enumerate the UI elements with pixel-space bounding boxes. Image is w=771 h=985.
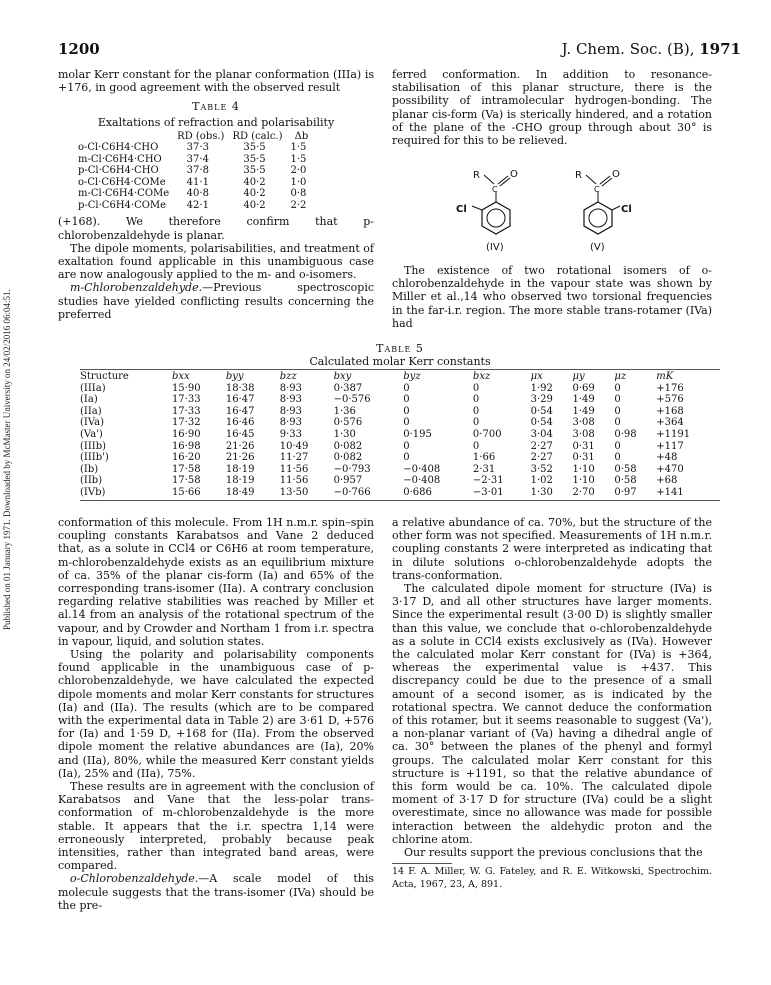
cell: 11·56 <box>279 463 309 475</box>
table-row <box>80 475 720 487</box>
cell: 0·686 <box>403 486 432 498</box>
cell: 1·36 <box>333 405 356 417</box>
cell: 18·19 <box>225 463 255 475</box>
cell: 0·54 <box>530 417 553 429</box>
cell: 21·26 <box>225 452 255 464</box>
cell: p-Cl·C6H4·COMe <box>78 199 167 211</box>
table5-header-row <box>80 371 720 383</box>
atom-label: C <box>492 185 498 194</box>
cell: 0·58 <box>614 475 637 487</box>
cell: 37·3 <box>186 142 209 154</box>
cell: 0·31 <box>572 452 595 464</box>
table5-grid <box>80 371 720 499</box>
cell: 1·92 <box>530 382 553 394</box>
atom-label: O <box>612 169 620 180</box>
cell: 0 <box>472 382 480 394</box>
cell: 37·4 <box>186 153 209 165</box>
cell: −0·766 <box>333 486 371 498</box>
cell: +117 <box>656 440 684 452</box>
cell: 16·47 <box>225 394 255 406</box>
journal-name: J. Chem. Soc. (B), <box>561 40 695 58</box>
cell: 0 <box>614 452 621 464</box>
table4-header-row <box>78 131 320 143</box>
table5-header: μy <box>572 371 585 382</box>
cell: 0·576 <box>333 417 363 429</box>
atom-label: R <box>473 170 480 181</box>
cell: −0·408 <box>403 475 441 487</box>
cell: 0·387 <box>333 382 363 394</box>
table5-header: bxy <box>333 371 352 382</box>
cell: 15·66 <box>171 486 201 498</box>
cell: 18·19 <box>225 475 255 487</box>
section-head: o-Chlorobenzaldehyde. <box>70 872 199 886</box>
cell: m-Cl·C6H4·CHO <box>78 153 162 165</box>
cell: 35·5 <box>243 142 266 154</box>
cell: (IVb) <box>80 486 106 498</box>
cell: 0 <box>614 394 621 406</box>
paragraph: Using the polarity and polarisability components found applicable in the unambiguous case of p-chlorobenzaldehyde, we have calculated the expected dipole moments and molar Kerr constants for structures (Ia) and (IIa). The results (which are to be compared with the experimental data in Table 2) are 3·61 D, +576 for (Ia) and 1·59 D, +168 for (IIa). From the observed dipole moment the relative abundances are (Ia), 20% and (IIa), 80%, while the measured Kerr constant yields (Ia), 25% and (IIa), 75%. <box>58 648 374 780</box>
paragraph-text: —Previous spectroscopic studies have yielded conflicting results concerning the preferred <box>58 281 374 321</box>
cell: 1·5 <box>290 153 307 165</box>
structure-iv <box>456 169 518 252</box>
cell: 2·0 <box>290 165 307 177</box>
cell: 0 <box>403 440 410 452</box>
cell: +168 <box>656 405 684 417</box>
cell: (IIIb') <box>80 452 109 464</box>
cell: 1·49 <box>572 405 595 417</box>
table5-title: Calculated molar Kerr constants <box>309 355 491 368</box>
cell: 11·56 <box>279 475 309 487</box>
cell: 16·20 <box>171 452 201 464</box>
table-row <box>78 142 320 154</box>
cell: 0·082 <box>333 440 363 452</box>
table-rule <box>80 500 720 501</box>
cell: 1·10 <box>572 475 595 487</box>
cell: 0·700 <box>472 428 502 440</box>
cell: −0·408 <box>403 463 441 475</box>
cell: 0 <box>472 417 480 429</box>
table5-header: bxx <box>171 371 190 382</box>
table4-header: RD (obs.) <box>177 130 225 142</box>
paragraph: conformation of this molecule. From 1H n.m.r. spin–spin coupling constants Karabatsos and Vane 2 deduced that, as a solute in CCl4 or C6H6 at room temperature, m-chlorobenzaldehyde exists as an equilibrium mixture of ca. 35% of the planar cis-form (Ia) and 65% of the corresponding trans-isomer (IIa). A contrary conclusion regarding relative stabilities was reached by Miller et al.14 from an analysis of the rotational spectrum of the vapour, and by Crowder and Northam 1 from i.r. spectra in vapour, liquid, and solution states. <box>58 516 374 648</box>
cell: 0 <box>403 394 410 406</box>
cell: 13·50 <box>279 486 309 498</box>
table4 <box>78 131 320 212</box>
section-head: m-Chlorobenzaldehyde. <box>70 281 203 295</box>
cell: 1·02 <box>530 475 553 487</box>
table5-header: bxz <box>472 371 491 382</box>
footnote-rule <box>392 863 452 864</box>
cell: 41·1 <box>186 176 209 188</box>
label-v: (V) <box>590 242 605 252</box>
cell: 3·04 <box>530 428 553 440</box>
cell: p-Cl·C6H4·CHO <box>78 165 159 177</box>
cell: 18·38 <box>225 382 255 394</box>
table5-header: Structure <box>80 371 129 382</box>
cell: +470 <box>656 463 684 475</box>
cell: 8·93 <box>279 382 302 394</box>
cell: (IVa) <box>80 417 105 429</box>
table5-header: bzz <box>279 371 297 382</box>
cell: 0 <box>403 417 410 429</box>
cell: 0 <box>472 405 480 417</box>
cell: 0·31 <box>572 440 595 452</box>
structure-diagram <box>392 162 732 252</box>
right-column-bottom <box>392 516 712 892</box>
table4-header <box>78 131 177 143</box>
cell: 42·1 <box>186 199 209 211</box>
journal-header <box>562 40 741 58</box>
cell: +176 <box>656 382 684 394</box>
cell: 40·2 <box>243 176 266 188</box>
cell: 16·90 <box>171 428 201 440</box>
journal-year: 1971 <box>699 40 741 58</box>
table4-caption: Table 4 <box>192 100 240 114</box>
paragraph: The dipole moments, polarisabilities, and treatment of exaltation found applicable in this unambiguous case are now analogously applied to the m- and o-isomers. <box>58 241 374 282</box>
cell: (Ia) <box>80 394 98 406</box>
table-row <box>80 406 720 418</box>
cell: 1·5 <box>290 142 307 154</box>
cell: 2·27 <box>530 452 553 464</box>
table-row <box>80 487 720 499</box>
paragraph: molar Kerr constant for the planar conformation (IIIa) is +176, in good agreement with the observed result <box>58 68 374 95</box>
cell: 0 <box>472 440 480 452</box>
cell: 1·0 <box>290 176 307 188</box>
table-row <box>80 383 720 395</box>
cell: +141 <box>656 486 684 498</box>
cell: 17·33 <box>171 394 201 406</box>
table4-header: Δb <box>294 130 309 142</box>
cell: +576 <box>656 394 684 406</box>
cell: 16·46 <box>225 417 255 429</box>
cell: 16·47 <box>225 405 255 417</box>
right-column-top <box>392 68 712 147</box>
cell: 35·5 <box>243 153 266 165</box>
cell: 17·58 <box>171 475 201 487</box>
table-row <box>78 188 320 200</box>
cell: 35·5 <box>243 165 266 177</box>
cell: 15·90 <box>171 382 201 394</box>
cell: 10·49 <box>279 440 309 452</box>
cell: −0·576 <box>333 394 371 406</box>
table-row <box>78 200 320 212</box>
cell: 0·54 <box>530 405 553 417</box>
cell: 0·957 <box>333 475 363 487</box>
cell: 2·70 <box>572 486 595 498</box>
cell: 0·082 <box>333 452 363 464</box>
paragraph <box>58 281 374 321</box>
cell: 8·93 <box>279 405 302 417</box>
table5-header: byz <box>403 371 421 382</box>
cell: 11·27 <box>279 452 309 464</box>
cell: 9·33 <box>279 428 302 440</box>
cell: 3·52 <box>530 463 553 475</box>
table5 <box>80 342 720 502</box>
table-row <box>78 177 320 189</box>
cell: 40·2 <box>243 188 266 200</box>
cell: 3·08 <box>572 417 595 429</box>
table-row <box>80 429 720 441</box>
cell: 2·2 <box>290 199 307 211</box>
cell: 2·31 <box>472 463 496 475</box>
table5-header: μz <box>614 371 627 382</box>
cell: o-Cl·C6H4·CHO <box>78 142 159 154</box>
cell: +1191 <box>656 428 691 440</box>
table5-caption: Table 5 <box>376 342 424 355</box>
table-row <box>78 165 320 177</box>
left-column-bottom <box>58 516 374 912</box>
cell: 1·10 <box>572 463 595 475</box>
table4-title: Exaltations of refraction and polarisability <box>97 115 335 129</box>
cell: 0·69 <box>572 382 595 394</box>
cell: 0 <box>614 417 621 429</box>
paragraph: The existence of two rotational isomers of o-chlorobenzaldehyde in the vapour state was shown by Miller et al.,14 who observed two torsional frequencies in the far-i.r. region. The more stable trans-rotamer (IVa) had <box>392 264 712 330</box>
cell: 1·30 <box>530 486 553 498</box>
cell: 0 <box>614 440 621 452</box>
atom-label: Cl <box>456 204 467 215</box>
table-row <box>80 464 720 476</box>
paragraph: (+168). We therefore confirm that p-chlorobenzaldehyde is planar. <box>58 215 374 242</box>
cell: 18·49 <box>225 486 255 498</box>
cell: o-Cl·C6H4·COMe <box>78 176 166 188</box>
cell: 0·97 <box>614 486 637 498</box>
cell: −0·793 <box>333 463 371 475</box>
cell: 21·26 <box>225 440 255 452</box>
page-number: 1200 <box>58 40 100 58</box>
right-column-mid <box>392 264 712 330</box>
table5-header: μx <box>530 371 543 382</box>
footnote: 14 F. A. Miller, W. G. Fateley, and R. E. Witkowski, Spectrochim. Acta, 1967, 23, A, 891. <box>392 866 712 891</box>
label-iv: (IV) <box>486 242 504 252</box>
atom-label: O <box>510 169 518 180</box>
table-row <box>80 394 720 406</box>
cell: 0 <box>614 382 621 394</box>
paragraph: a relative abundance of ca. 70%, but the structure of the other form was not specified. Measurements of 1H n.m.r. coupling constants 2 were interpreted as indicating that in dilute solutions o-chlorobenzaldehyde adopts the trans-conformation. <box>392 516 712 582</box>
cell: +48 <box>656 452 678 464</box>
cell: 0 <box>472 394 480 406</box>
table5-header: mK <box>656 371 674 382</box>
cell: 16·98 <box>171 440 201 452</box>
table-row <box>78 154 320 166</box>
cell: 0·58 <box>614 463 637 475</box>
cell: 17·32 <box>171 417 201 429</box>
cell: 0·195 <box>403 428 432 440</box>
cell: 17·58 <box>171 463 201 475</box>
paragraph <box>58 872 374 912</box>
download-stamp: Published on 01 January 1971. Downloaded by McMaster University on 24/02/2016 06:04:51. <box>2 289 12 630</box>
cell: 8·93 <box>279 417 302 429</box>
table-rule <box>80 369 720 370</box>
paragraph: These results are in agreement with the conclusion of Karabatsos and Vane that the less-polar trans-conformation of m-chlorobenzaldehyde is the more stable. It appears that the i.r. spectra 1,14 were erroneously interpreted, probably because peak intensities, rather than integrated band areas, were compared. <box>58 780 374 873</box>
cell: 0 <box>403 405 410 417</box>
atom-label: Cl <box>621 204 632 215</box>
cell: (Ib) <box>80 463 99 475</box>
cell: 3·29 <box>530 394 553 406</box>
atom-label: C <box>594 185 600 194</box>
structure-v <box>575 169 632 252</box>
cell: 0·8 <box>290 188 307 200</box>
table-row <box>80 417 720 429</box>
table5-body <box>80 383 720 499</box>
cell: 1·49 <box>572 394 595 406</box>
cell: 40·2 <box>243 199 266 211</box>
cell: 16·45 <box>225 428 255 440</box>
table4-header: RD (calc.) <box>232 130 283 142</box>
atom-label: R <box>575 170 582 181</box>
table-row <box>80 452 720 464</box>
cell: −2·31 <box>472 475 504 487</box>
cell: 0 <box>614 405 621 417</box>
cell: (IIIb) <box>80 440 107 452</box>
cell: 40·8 <box>186 188 209 200</box>
cell: 17·33 <box>171 405 201 417</box>
paragraph: ferred conformation. In addition to resonance-stabilisation of this planar structure, there is the possibility of intramolecular hydrogen-bonding. The planar cis-form (Va) is sterically hindered, and a rotation of the plane of the -CHO group through about 30° is required for this to be relieved. <box>392 68 712 148</box>
cell: 3·08 <box>572 428 595 440</box>
cell: 1·66 <box>472 452 496 464</box>
paragraph: The calculated dipole moment for structure (IVa) is 3·17 D, and all other structures have larger moments. Since the experimental result (3·00 D) is slightly smaller than this value, we conclude that o-chlorobenzaldehyde as a solute in CCl4 exists exclusively as (IVa). However the calculated molar Kerr constant for (IVa) is +364, whereas the experimental value is +437. This discrepancy could be due to the presence of a small amount of a second isomer, as is indicated by the rotational spectra. We cannot deduce the conformation of this rotamer, but it seems reasonable to suggest (Va'), a non-planar variant of (Va) having a dihedral angle of ca. 30° between the planes of the phenyl and formyl groups. The calculated molar Kerr constant for this structure is +1191, so that the relative abundance of this form would be ca. 10%. The calculated dipole moment of 3·17 D for structure (IVa) could be a slight overestimate, since no allowance was made for possible interaction between the aldehydic proton and the chlorine atom. <box>392 582 712 846</box>
cell: 0 <box>403 382 410 394</box>
cell: 1·30 <box>333 428 356 440</box>
table5-header: byy <box>225 371 244 382</box>
left-column-top <box>58 68 374 321</box>
cell: 8·93 <box>279 394 302 406</box>
cell: (Va') <box>80 428 103 440</box>
cell: (IIb) <box>80 475 103 487</box>
cell: −3·01 <box>472 486 504 498</box>
paragraph-text: —A scale model of this molecule suggests that the trans-isomer (IVa) should be the pre- <box>58 872 374 912</box>
cell: 37·8 <box>186 165 209 177</box>
cell: m-Cl·C6H4·COMe <box>78 188 170 200</box>
cell: 0·98 <box>614 428 637 440</box>
cell: +364 <box>656 417 684 429</box>
paragraph: Our results support the previous conclusions that the <box>404 846 703 860</box>
cell: (IIIa) <box>80 382 106 394</box>
cell: (IIa) <box>80 405 102 417</box>
cell: 2·27 <box>530 440 553 452</box>
cell: 0 <box>403 452 410 464</box>
table-row <box>80 441 720 453</box>
cell: +68 <box>656 475 678 487</box>
